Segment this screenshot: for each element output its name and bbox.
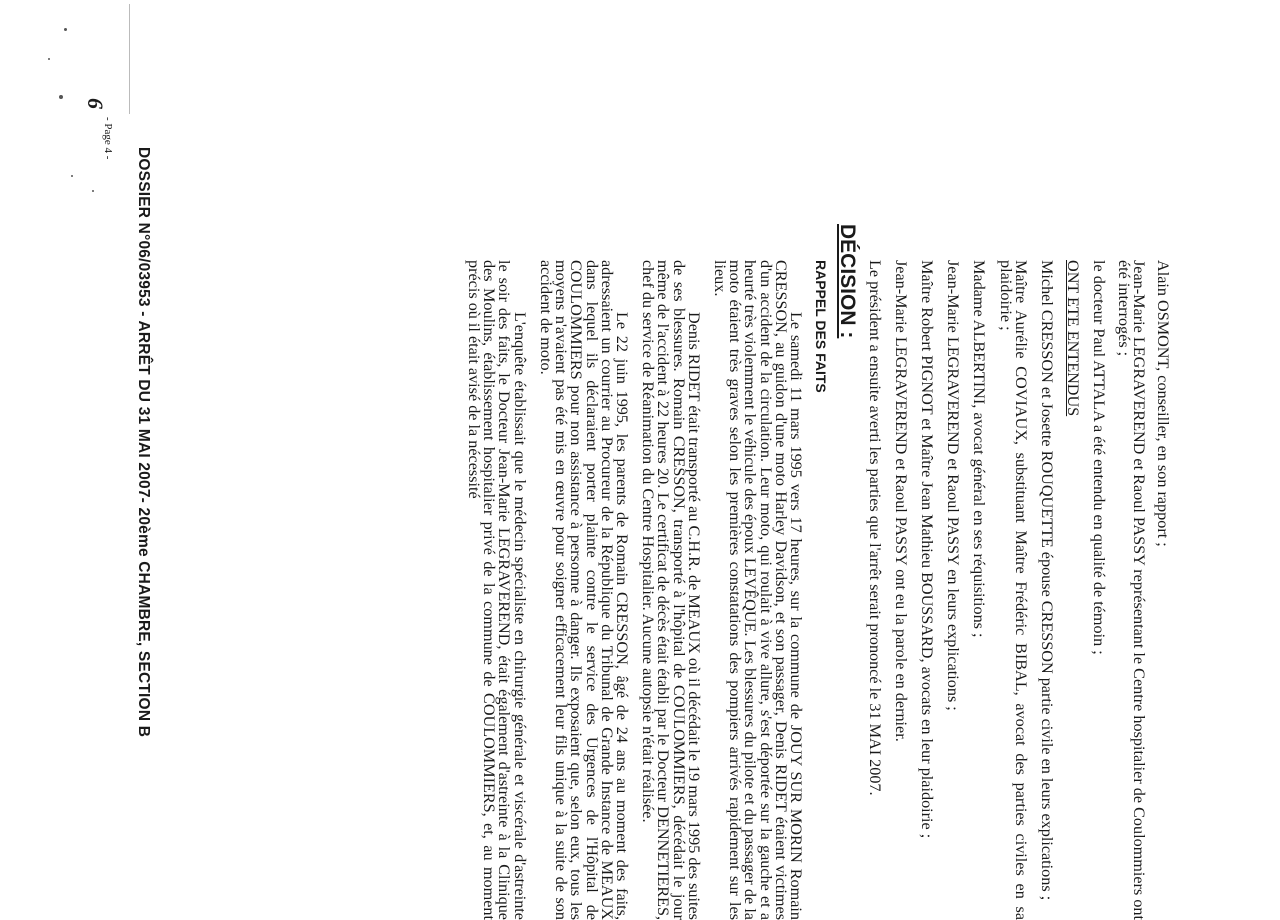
- heard-item: Michel CRESSON et Josette ROUQUETTE épouse CRESSON partie civile en leurs explications ;: [1037, 260, 1056, 901]
- scan-speck: [64, 28, 67, 31]
- scan-speck: [92, 190, 94, 192]
- handwritten-page-mark: 6: [83, 98, 108, 109]
- dossier-footer: DOSSIER N°06/03953 - ARRÊT DU 31 MAI 2007- 20ème CHAMBRE, SECTION B: [135, 147, 152, 738]
- heard-item: Maître Robert PIGNOT et Maître Jean Mathieu BOUSSARD, avocats en leur plaidoirie ;: [917, 260, 936, 839]
- scan-speck: [71, 175, 73, 177]
- facts-paragraph: Le samedi 11 mars 1995 vers 17 heures, sur la commune de JOUY SUR MORIN Romain CRESSON, au guidon d'une moto Harley Davidson, et son passager, Denis RIDET étaient victimes d'un accident de la circulation. Leur moto, qui roulait à vive allure, s'est déportée sur la gauche et a heurté très violemment le véhicule des époux LEVÊQUE. Les blessures du pilote et du passager de la moto étaient très graves selon les premières constatations des pompiers arrivés rapidement sur les lieux.: [710, 260, 805, 920]
- facts-paragraph: Le 22 juin 1995, les parents de Romain CRESSON, âgé de 24 ans au moment des faits, adressaient un courrier au Procureur de la République du Tribunal de Grande Instance de MEAUX dans lequel ils déclaraient porter plainte contre le service des Urgences de l'Hôpital de COULOMMIERS pour non assistance à personne à danger. Ils exposaient que, selon eux, tous les moyens n'avaient pas été mis en œuvre pour soigner efficacement leur fils unique à la suite de son accident de moto.: [536, 260, 631, 920]
- facts-heading: RAPPEL DES FAITS: [813, 260, 830, 393]
- scan-speck: [48, 58, 50, 60]
- paragraph-interrogated: Jean-Marie LEGRAVEREND et Raoul PASSY représentant le Centre hospitalier de Coulommiers ont été interrogés ;: [1114, 260, 1148, 920]
- scan-speck: [59, 95, 63, 99]
- page-number: - Page 4 -: [102, 117, 114, 160]
- facts-paragraph: Denis RIDET était transporté au C.H.R. de MEAUX où il décédait le 19 mars 1995 des suites de ses blessures. Romain CRESSON, transporté à l'hôpital de COULOMMIERS, décédait le jour même de l'accident à 22 heures 20. Le certificat de décès était établi par le Docteur DENNETIERES, chef du service de Réanimation du Centre Hospitalier. Aucune autopsie n'était réalisée.: [639, 260, 703, 920]
- heard-item: Maître Aurélie COVIAUX, substituant Maître Frédéric BIBAL, avocat des parties civiles en sa plaidoirie ;: [996, 260, 1030, 920]
- document-body: [455, 224, 1172, 920]
- heard-item: Madame ALBERTINI, avocat général en ses réquisitions ;: [970, 260, 989, 638]
- decision-heading: DÉCISION :: [836, 224, 860, 339]
- facts-paragraph: L'enquête établissait que le médecin spécialiste en chirurgie générale et viscérale d'astreinte le soir des faits, le Docteur Jean-Marie LEGRAVEREND, était également d'astreinte à la Clinique des Moulins, établissement hospitalier privé de la commune de COULOMMIERS, et, au moment précis où il était avisé de la nécessité: [465, 260, 529, 920]
- heard-heading: ONT ETE ENTENDUS: [1064, 260, 1083, 417]
- heard-item: Jean-Marie LEGRAVEREND et Raoul PASSY ont eu la parole en dernier.: [891, 260, 910, 742]
- paragraph-rapporteur: Alain OSMONT, conseiller, en son rapport ;: [1154, 260, 1172, 547]
- heard-item: Jean-Marie LEGRAVEREND et Raoul PASSY en leurs explications ;: [944, 260, 963, 711]
- paragraph-witness: le docteur Paul ATTALA a été entendu en qualité de témoin ;: [1090, 260, 1109, 655]
- heard-item: Le président a ensuite averti les parties que l'arrêt serait prononcé le 31 MAI 2007.: [865, 260, 884, 796]
- scan-artifact-line: [129, 4, 130, 114]
